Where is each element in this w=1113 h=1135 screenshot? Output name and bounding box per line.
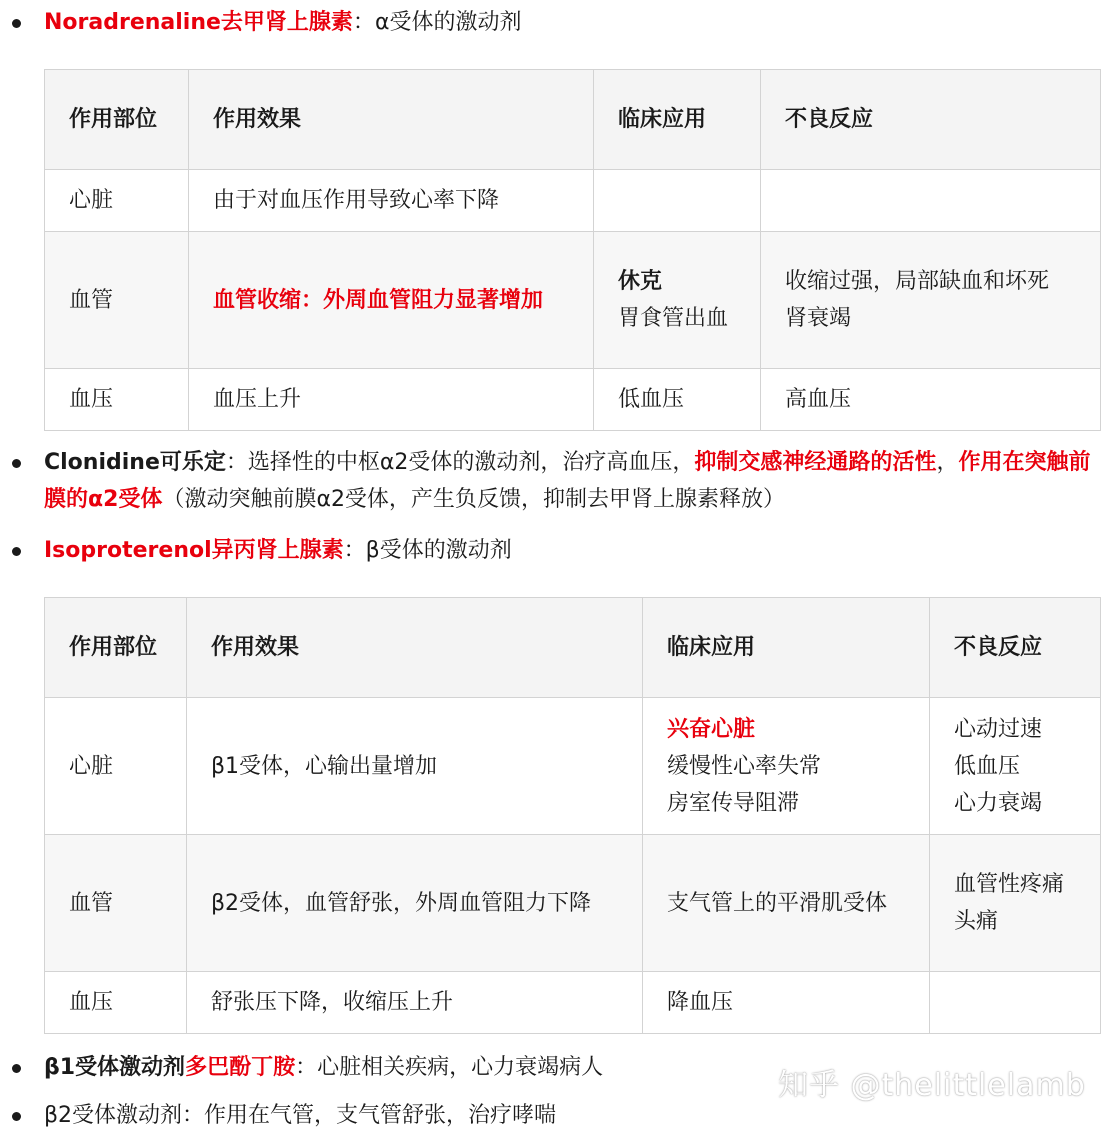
bullet-clonidine (44, 444, 1099, 518)
adverse-item: 心动过速 (954, 716, 1043, 742)
separator: ， (936, 450, 959, 475)
table-row (45, 232, 1101, 369)
separator: ： (343, 538, 366, 563)
clinical-item: 房室传导阻滞 (667, 790, 800, 816)
clonidine-text: 选择性的中枢α2受体的激动剂，治疗高血压， (247, 450, 695, 475)
cell-effect: 血管收缩：外周血管阻力显著增加 (189, 232, 594, 369)
header-site: 作用部位 (45, 598, 187, 698)
cell-site: 心脏 (45, 170, 189, 232)
separator: ： (225, 450, 248, 475)
cell-site: 血管 (45, 835, 187, 972)
header-adverse: 不良反应 (761, 70, 1101, 170)
clonidine-note: （激动突触前膜α2受体，产生负反馈，抑制去甲肾上腺素释放） (162, 487, 785, 512)
cell-adverse (761, 170, 1101, 232)
clinical-item: 休克 (618, 269, 663, 294)
adverse-item: 肾衰竭 (785, 306, 852, 331)
cell-clinical (594, 170, 761, 232)
header-clinical: 临床应用 (594, 70, 761, 170)
cell-effect: 血压上升 (189, 369, 594, 431)
cell-adverse: 高血压 (761, 369, 1101, 431)
drug-description: β受体的激动剂 (365, 538, 512, 563)
zhihu-watermark: 知乎 @thelittlelamb (778, 1068, 1086, 1103)
drug-name-dobutamine: 多巴酚丁胺 (185, 1055, 296, 1080)
cell-adverse (930, 972, 1101, 1034)
separator: ： (352, 10, 375, 35)
header-effect: 作用效果 (187, 598, 643, 698)
clinical-item: 缓慢性心率失常 (667, 753, 822, 779)
bullet-dobutamine (44, 1049, 603, 1086)
cell-site: 血压 (45, 972, 187, 1034)
adverse-item: 收缩过强，局部缺血和坏死 (785, 269, 1050, 294)
drug-description: 心脏相关疾病，心力衰竭病人 (317, 1055, 604, 1080)
drug-name-noradrenaline: Noradrenaline去甲肾上腺素 (44, 10, 353, 35)
clonidine-highlight-2: 作用在突触前膜的α2受体 (44, 450, 1091, 512)
cell-clinical (643, 698, 930, 835)
table-row (45, 170, 1101, 232)
noradrenaline-table (44, 69, 1101, 431)
cell-effect: 舒张压下降，收缩压上升 (187, 972, 643, 1034)
bullet-isoproterenol (44, 532, 512, 569)
table-header-row (45, 70, 1101, 170)
clonidine-highlight-1: 抑制交感神经通路的活性 (694, 450, 937, 475)
cell-site: 血管 (45, 232, 189, 369)
table-row (45, 369, 1101, 431)
drug-description: α受体的激动剂 (374, 10, 522, 35)
adverse-item: 心力衰竭 (954, 790, 1043, 816)
bullet-beta2-agonist (44, 1097, 556, 1134)
bullet-noradrenaline (44, 4, 521, 41)
cell-site: 心脏 (45, 698, 187, 835)
table-row (45, 835, 1101, 972)
adverse-item: 头痛 (954, 909, 999, 934)
cell-site: 血压 (45, 369, 189, 431)
cell-adverse (930, 835, 1101, 972)
header-effect: 作用效果 (189, 70, 594, 170)
cell-adverse (761, 232, 1101, 369)
header-clinical: 临床应用 (643, 598, 930, 698)
cell-clinical: 降血压 (643, 972, 930, 1034)
separator: ： (295, 1055, 318, 1080)
cell-clinical (594, 232, 761, 369)
adverse-item: 血管性疼痛 (954, 872, 1065, 897)
table-header-row (45, 598, 1101, 698)
header-adverse: 不良反应 (930, 598, 1101, 698)
header-site: 作用部位 (45, 70, 189, 170)
beta2-agonist-text: β2受体激动剂：作用在气管，支气管舒张，治疗哮喘 (44, 1103, 557, 1128)
adverse-item: 低血压 (954, 753, 1021, 779)
cell-effect: β1受体，心输出量增加 (187, 698, 643, 835)
drug-name-isoproterenol: Isoproterenol异丙肾上腺素 (44, 538, 344, 563)
cell-clinical: 支气管上的平滑肌受体 (643, 835, 930, 972)
isoproterenol-table (44, 597, 1101, 1034)
clinical-item: 胃食管出血 (618, 306, 729, 331)
cell-adverse (930, 698, 1101, 835)
drug-class: β1受体激动剂 (44, 1055, 186, 1080)
cell-effect: 由于对血压作用导致心率下降 (189, 170, 594, 232)
cell-clinical: 低血压 (594, 369, 761, 431)
cell-effect: β2受体，血管舒张，外周血管阻力下降 (187, 835, 643, 972)
clinical-item: 兴奋心脏 (667, 716, 756, 742)
table-row (45, 698, 1101, 835)
table-row (45, 972, 1101, 1034)
drug-name-clonidine: Clonidine可乐定 (44, 450, 226, 475)
